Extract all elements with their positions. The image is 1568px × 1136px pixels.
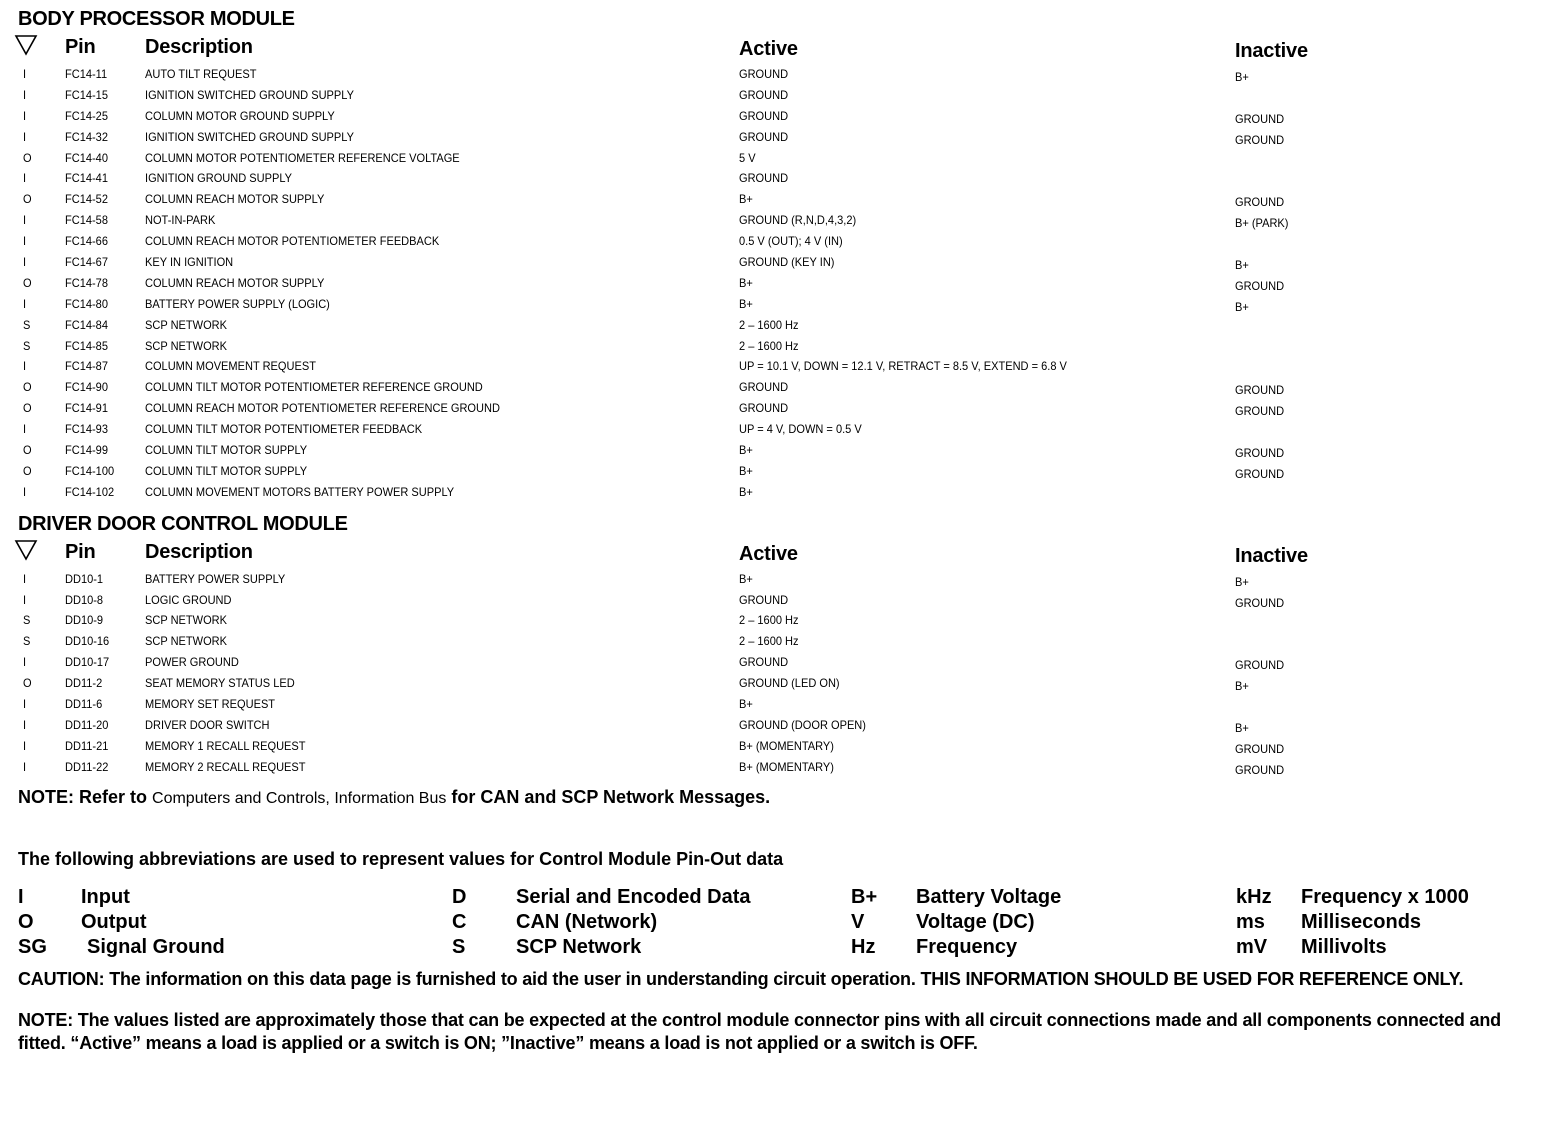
- pin-id: FC14-99: [65, 443, 108, 458]
- pin-type: O: [23, 150, 32, 165]
- header-inactive: Inactive: [1235, 40, 1308, 62]
- active-value: GROUND: [739, 129, 789, 144]
- pin-type: S: [23, 634, 31, 649]
- table-row: [18, 127, 1548, 148]
- pin-id: FC14-87: [65, 359, 108, 374]
- pin-description: BATTERY POWER SUPPLY: [145, 571, 286, 586]
- abbr-code: V: [851, 910, 865, 933]
- pin-description: COLUMN REACH MOTOR SUPPLY: [145, 192, 325, 207]
- table-row: [18, 189, 1548, 210]
- pin-description: KEY IN IGNITION: [145, 255, 234, 270]
- pin-type: I: [23, 129, 27, 144]
- active-value: GROUND (LED ON): [739, 676, 840, 691]
- pin-description: COLUMN REACH MOTOR POTENTIOMETER REFERENCE GROUND: [145, 401, 500, 416]
- pin-description: COLUMN MOTOR POTENTIOMETER REFERENCE VOLTAGE: [145, 150, 460, 165]
- pin-id: FC14-78: [65, 275, 108, 290]
- table-header: [18, 32, 1548, 64]
- table-row: [18, 231, 1548, 252]
- pin-id: FC14-102: [65, 484, 115, 499]
- inactive-value: B+: [1235, 720, 1249, 735]
- table-row: [18, 610, 1548, 631]
- pin-description: COLUMN MOTOR GROUND SUPPLY: [145, 108, 335, 123]
- pin-type: I: [23, 108, 27, 123]
- pin-description: COLUMN TILT MOTOR POTENTIOMETER FEEDBACK: [145, 422, 423, 437]
- header-active: Active: [739, 38, 798, 60]
- abbr-meaning: Frequency: [916, 935, 1018, 958]
- section-title: BODY PROCESSOR MODULE: [18, 8, 295, 30]
- header-description: Description: [145, 540, 253, 563]
- pin-type: I: [23, 359, 27, 374]
- pin-type: O: [23, 463, 32, 478]
- network-note-reference: Computers and Controls, Information Bus: [152, 789, 447, 807]
- abbr-meaning: Frequency x 1000: [1301, 885, 1469, 908]
- pin-id: FC14-85: [65, 338, 108, 353]
- abbr-code: kHz: [1236, 885, 1272, 908]
- pin-type: S: [23, 338, 31, 353]
- pin-id: DD10-16: [65, 634, 110, 649]
- header-pin: Pin: [65, 540, 96, 563]
- table-row: [18, 419, 1548, 440]
- pin-type: O: [23, 443, 32, 458]
- pin-description: NOT-IN-PARK: [145, 213, 216, 228]
- active-value: GROUND (DOOR OPEN): [739, 717, 866, 732]
- pin-description: IGNITION SWITCHED GROUND SUPPLY: [145, 87, 354, 102]
- inactive-value: GROUND: [1235, 762, 1285, 777]
- active-value: B+: [739, 697, 753, 712]
- active-value: B+: [739, 296, 753, 311]
- pin-id: FC14-80: [65, 296, 108, 311]
- body-processor-module-section: [18, 6, 1548, 503]
- table-row: [18, 294, 1548, 315]
- pin-description: BATTERY POWER SUPPLY (LOGIC): [145, 296, 330, 311]
- header-active: Active: [739, 542, 798, 565]
- pin-table-rows: [18, 569, 1548, 778]
- table-row: [18, 168, 1548, 189]
- caution-note: CAUTION: The information on this data page is furnished to aid the user in understanding circuit operation. THIS INFORMATION SHOULD BE USED FOR REFERENCE ONLY.: [18, 968, 1464, 989]
- pin-type: I: [23, 571, 27, 586]
- pin-id: FC14-100: [65, 463, 115, 478]
- pin-table-rows: [18, 64, 1548, 503]
- network-note-lead: NOTE: Refer to: [18, 786, 153, 807]
- abbr-code: SG: [18, 935, 47, 958]
- active-value: B+: [739, 463, 753, 478]
- abbr-code: C: [452, 910, 467, 933]
- table-row: [18, 273, 1548, 294]
- pin-id: DD11-20: [65, 717, 109, 732]
- pin-type: I: [23, 697, 27, 712]
- pin-type: O: [23, 401, 32, 416]
- active-value: 2 – 1600 Hz: [739, 338, 799, 353]
- pin-type: I: [23, 296, 27, 311]
- pin-type: O: [23, 275, 32, 290]
- inactive-value: GROUND: [1235, 658, 1285, 673]
- abbr-meaning: Signal Ground: [87, 935, 225, 958]
- inactive-value: B+: [1235, 70, 1249, 84]
- table-row: [18, 631, 1548, 652]
- abbr-meaning: Input: [81, 885, 130, 908]
- pin-type: O: [23, 380, 32, 395]
- table-row: [18, 757, 1548, 778]
- pin-description: COLUMN TILT MOTOR POTENTIOMETER REFERENCE GROUND: [145, 380, 483, 395]
- inactive-value: GROUND: [1235, 383, 1285, 398]
- pin-id: FC14-90: [65, 380, 108, 395]
- pin-type: O: [23, 192, 32, 207]
- network-note-tail: for CAN and SCP Network Messages.: [446, 786, 771, 807]
- pin-description: LOGIC GROUND: [145, 592, 232, 607]
- pin-description: SCP NETWORK: [145, 613, 227, 628]
- network-note: [18, 784, 1548, 810]
- abbreviations-intro: The following abbreviations are used to represent values for Control Module Pin-Out data: [18, 848, 784, 869]
- active-value: GROUND: [739, 592, 789, 607]
- inactive-value: GROUND: [1235, 741, 1285, 756]
- inactive-value: GROUND: [1235, 195, 1285, 210]
- pin-id: FC14-25: [65, 108, 108, 123]
- active-value: B+: [739, 571, 753, 586]
- pin-id: FC14-41: [65, 171, 108, 186]
- pin-id: FC14-66: [65, 234, 108, 249]
- pin-type: I: [23, 422, 27, 437]
- abbr-meaning: Output: [81, 910, 147, 933]
- active-value: GROUND: [739, 171, 789, 186]
- abbr-meaning: Serial and Encoded Data: [516, 885, 751, 908]
- pin-type: I: [23, 759, 27, 774]
- table-row: [18, 461, 1548, 482]
- pin-id: DD11-21: [65, 738, 109, 753]
- active-value: B+ (MOMENTARY): [739, 759, 834, 774]
- header-description: Description: [145, 36, 253, 58]
- direction-triangle-icon: [14, 34, 38, 56]
- table-row: [18, 398, 1548, 419]
- active-value: B+: [739, 275, 753, 290]
- pin-description: MEMORY 2 RECALL REQUEST: [145, 759, 306, 774]
- table-row: [18, 590, 1548, 611]
- pin-type: I: [23, 87, 27, 102]
- abbreviations-legend: [18, 886, 1548, 962]
- abbr-code: I: [18, 885, 24, 908]
- abbr-meaning: Millivolts: [1301, 935, 1387, 958]
- table-row: [18, 736, 1548, 757]
- pin-type: I: [23, 738, 27, 753]
- active-value: B+ (MOMENTARY): [739, 738, 834, 753]
- pin-id: FC14-32: [65, 129, 108, 144]
- pin-type: O: [23, 676, 32, 691]
- active-value: UP = 10.1 V, DOWN = 12.1 V, RETRACT = 8.5 V, EXTEND = 6.8 V: [739, 359, 1067, 374]
- inactive-value: GROUND: [1235, 278, 1285, 293]
- inactive-value: B+: [1235, 679, 1249, 694]
- abbr-meaning: SCP Network: [516, 935, 642, 958]
- pin-id: FC14-58: [65, 213, 108, 228]
- active-value: GROUND: [739, 67, 789, 81]
- pin-description: DRIVER DOOR SWITCH: [145, 717, 270, 732]
- table-row: [18, 148, 1548, 169]
- inactive-value: GROUND: [1235, 404, 1285, 419]
- table-row: [18, 377, 1548, 398]
- pin-description: COLUMN MOVEMENT MOTORS BATTERY POWER SUPPLY: [145, 484, 455, 499]
- active-value: 2 – 1600 Hz: [739, 317, 799, 332]
- pin-type: I: [23, 592, 27, 607]
- inactive-value: B+: [1235, 574, 1249, 589]
- pin-description: SCP NETWORK: [145, 634, 227, 649]
- pin-type: I: [23, 655, 27, 670]
- active-value: UP = 4 V, DOWN = 0.5 V: [739, 422, 862, 437]
- active-value: GROUND (R,N,D,4,3,2): [739, 213, 857, 228]
- pin-id: DD11-6: [65, 697, 103, 712]
- pin-id: DD10-1: [65, 571, 104, 586]
- inactive-value: GROUND: [1235, 595, 1285, 610]
- pin-description: COLUMN MOVEMENT REQUEST: [145, 359, 316, 374]
- pin-description: SCP NETWORK: [145, 338, 227, 353]
- pin-description: IGNITION GROUND SUPPLY: [145, 171, 293, 186]
- abbr-code: O: [18, 910, 34, 933]
- abbr-meaning: Voltage (DC): [916, 910, 1035, 933]
- table-row: [18, 85, 1548, 106]
- inactive-value: GROUND: [1235, 111, 1285, 126]
- pin-id: FC14-40: [65, 150, 108, 165]
- abbr-code: B+: [851, 885, 878, 908]
- pin-description: POWER GROUND: [145, 655, 239, 670]
- pin-id: DD10-9: [65, 613, 104, 628]
- abbr-meaning: CAN (Network): [516, 910, 658, 933]
- pin-type: I: [23, 171, 27, 186]
- abbr-code: Hz: [851, 935, 876, 958]
- pin-id: FC14-84: [65, 317, 108, 332]
- pin-id: FC14-67: [65, 255, 108, 270]
- table-row: [18, 315, 1548, 336]
- pin-id: FC14-91: [65, 401, 108, 416]
- header-pin: Pin: [65, 36, 96, 58]
- active-value: 0.5 V (OUT); 4 V (IN): [739, 234, 843, 249]
- pin-description: COLUMN TILT MOTOR SUPPLY: [145, 443, 308, 458]
- pin-type: I: [23, 484, 27, 499]
- active-value: B+: [739, 484, 753, 499]
- pinout-page: [18, 6, 1548, 1055]
- pin-type: I: [23, 234, 27, 249]
- table-row: [18, 652, 1548, 673]
- abbr-code: D: [452, 885, 467, 908]
- pin-type: I: [23, 717, 27, 732]
- active-value: 5 V: [739, 150, 756, 165]
- pin-id: FC14-93: [65, 422, 108, 437]
- table-row: [18, 336, 1548, 357]
- pin-id: FC14-15: [65, 87, 108, 102]
- table-row: [18, 356, 1548, 377]
- active-value: GROUND: [739, 108, 789, 123]
- active-value: B+: [739, 192, 753, 207]
- table-row: [18, 569, 1548, 590]
- pin-id: DD10-8: [65, 592, 104, 607]
- values-note: NOTE: The values listed are approximately those that can be expected at the control module connector pins with all circuit connections made and all components connected and fitted. “Active” means a load is applied or a switch is ON; ”Inactive” means a load is not applied or a switch is OFF.: [18, 1009, 1501, 1053]
- section-title: DRIVER DOOR CONTROL MODULE: [18, 512, 348, 535]
- table-row: [18, 64, 1548, 85]
- pin-id: DD10-17: [65, 655, 110, 670]
- pin-description: MEMORY 1 RECALL REQUEST: [145, 738, 306, 753]
- table-row: [18, 694, 1548, 715]
- pin-description: MEMORY SET REQUEST: [145, 697, 276, 712]
- table-header: [18, 537, 1548, 569]
- driver-door-control-module-section: [18, 511, 1548, 778]
- pin-id: FC14-11: [65, 67, 108, 81]
- pin-type: I: [23, 213, 27, 228]
- pin-type: I: [23, 67, 27, 81]
- header-inactive: Inactive: [1235, 544, 1308, 567]
- table-row: [18, 440, 1548, 461]
- direction-triangle-icon: [14, 539, 38, 561]
- table-row: [18, 252, 1548, 273]
- table-row: [18, 210, 1548, 231]
- pin-type: S: [23, 613, 31, 628]
- table-row: [18, 715, 1548, 736]
- abbr-meaning: Battery Voltage: [916, 885, 1062, 908]
- inactive-value: GROUND: [1235, 446, 1285, 461]
- pin-id: DD11-2: [65, 676, 103, 691]
- active-value: 2 – 1600 Hz: [739, 613, 799, 628]
- pin-description: COLUMN REACH MOTOR SUPPLY: [145, 275, 325, 290]
- pin-description: SEAT MEMORY STATUS LED: [145, 676, 295, 691]
- active-value: 2 – 1600 Hz: [739, 634, 799, 649]
- pin-description: COLUMN TILT MOTOR SUPPLY: [145, 463, 308, 478]
- pin-description: AUTO TILT REQUEST: [145, 67, 257, 81]
- abbr-meaning: Milliseconds: [1301, 910, 1422, 933]
- abbr-code: S: [452, 935, 466, 958]
- pin-id: DD11-22: [65, 759, 109, 774]
- abbr-code: ms: [1236, 910, 1265, 933]
- inactive-value: GROUND: [1235, 132, 1285, 147]
- inactive-value: B+: [1235, 299, 1249, 314]
- pin-description: COLUMN REACH MOTOR POTENTIOMETER FEEDBACK: [145, 234, 440, 249]
- active-value: GROUND: [739, 655, 789, 670]
- abbr-code: mV: [1236, 935, 1268, 958]
- pin-type: I: [23, 255, 27, 270]
- active-value: GROUND: [739, 87, 789, 102]
- pin-description: SCP NETWORK: [145, 317, 227, 332]
- active-value: B+: [739, 443, 753, 458]
- table-row: [18, 482, 1548, 503]
- table-row: [18, 106, 1548, 127]
- pin-id: FC14-52: [65, 192, 108, 207]
- inactive-value: B+: [1235, 258, 1249, 273]
- active-value: GROUND (KEY IN): [739, 255, 835, 270]
- active-value: GROUND: [739, 401, 789, 416]
- active-value: GROUND: [739, 380, 789, 395]
- inactive-value: B+ (PARK): [1235, 216, 1289, 231]
- table-row: [18, 673, 1548, 694]
- pin-description: IGNITION SWITCHED GROUND SUPPLY: [145, 129, 354, 144]
- inactive-value: GROUND: [1235, 466, 1285, 481]
- pin-type: S: [23, 317, 31, 332]
